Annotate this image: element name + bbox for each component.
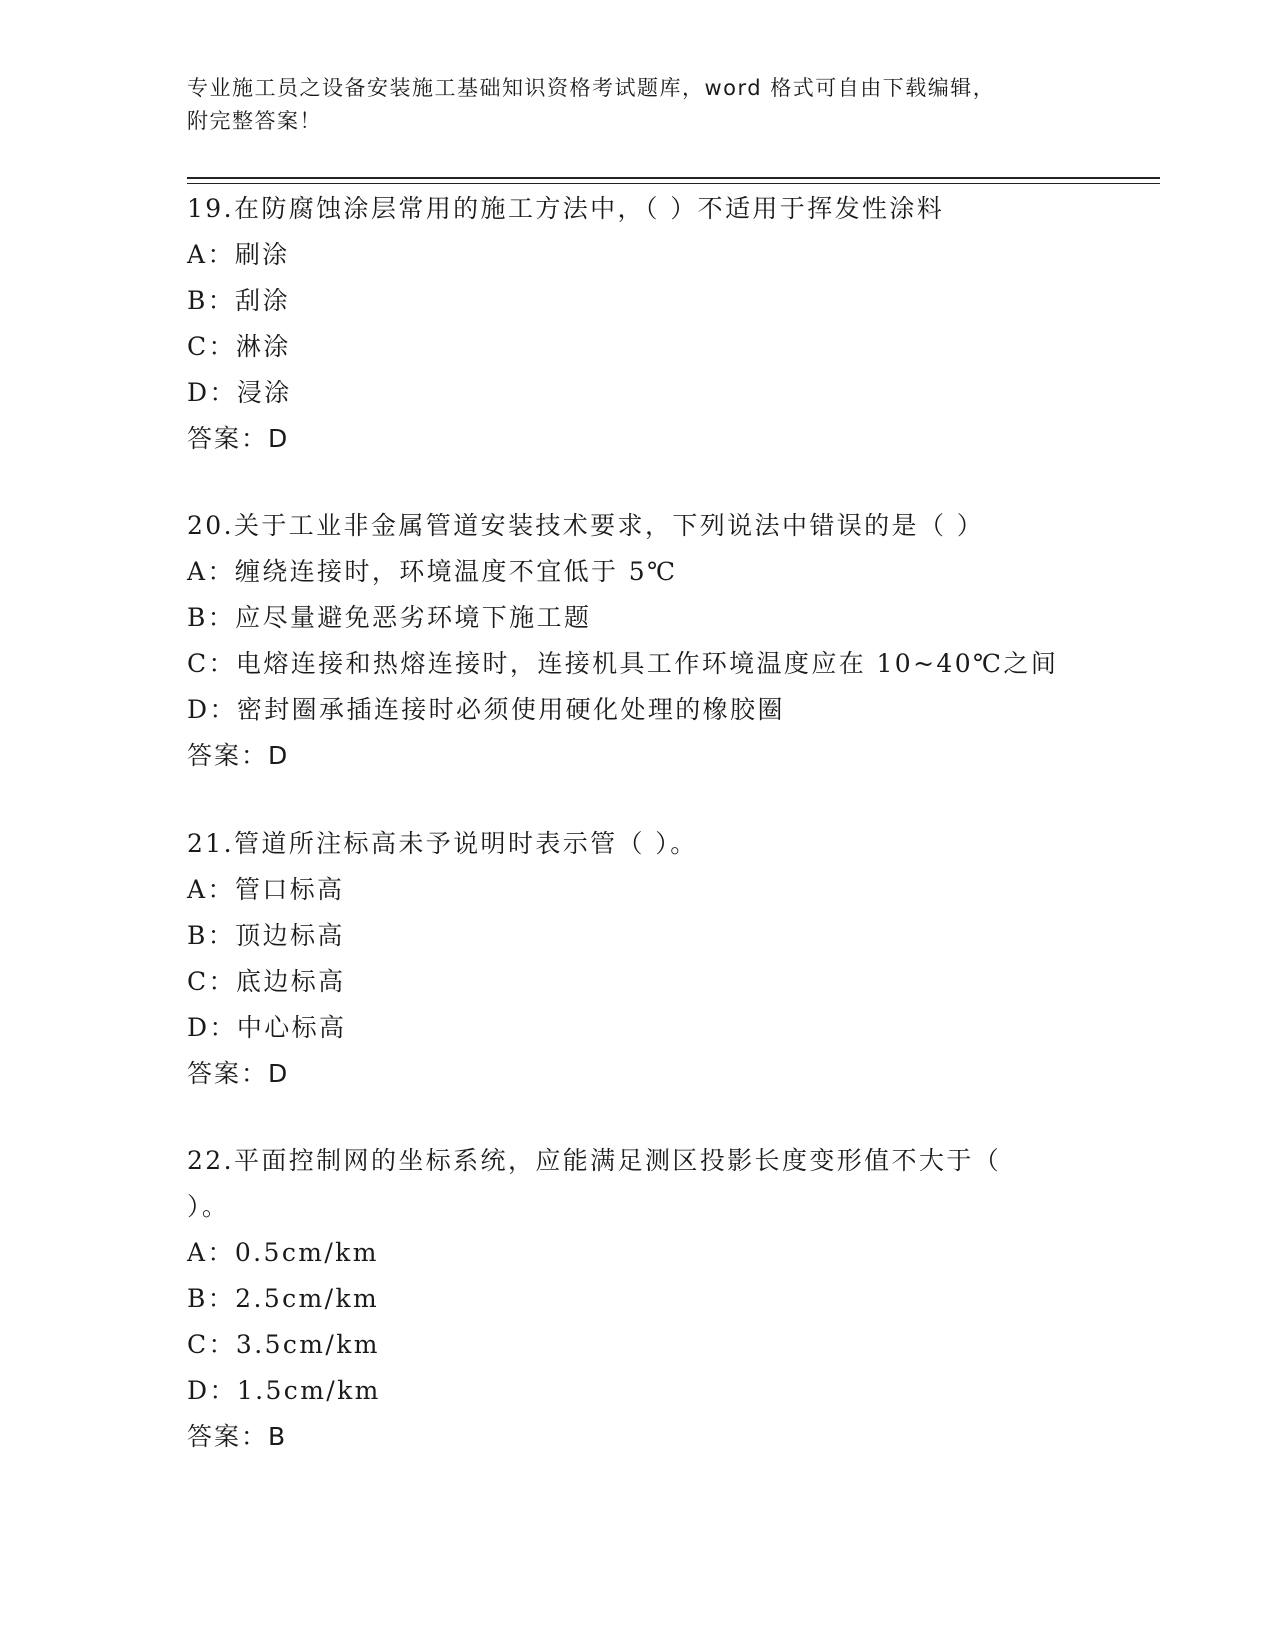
- option-c: C：电熔连接和热熔连接时，连接机具工作环境温度应在 10~40℃之间: [187, 649, 1059, 678]
- question-21: [187, 821, 1147, 1097]
- answer-line: 答案：B: [187, 1422, 288, 1451]
- question-stem: 19.在防腐蚀涂层常用的施工方法中，（ ）不适用于挥发性涂料: [187, 194, 945, 223]
- header-line-1: 专业施工员之设备安装施工基础知识资格考试题库，word 格式可自由下载编辑，: [187, 76, 996, 100]
- option-c: C：3.5cm/km: [187, 1330, 380, 1359]
- question-stem: 20.关于工业非金属管道安装技术要求，下列说法中错误的是（ ）: [187, 511, 985, 540]
- question-20: [187, 503, 1147, 779]
- header-divider-thick: [187, 177, 1160, 179]
- option-b: B：刮涂: [187, 286, 290, 315]
- option-d: D：中心标高: [187, 1013, 347, 1042]
- question-22: [187, 1138, 1147, 1460]
- document-header: [187, 72, 1057, 138]
- answer-line: 答案：D: [187, 424, 290, 453]
- question-stem: 22.平面控制网的坐标系统，应能满足测区投影长度变形值不大于（ ）。: [187, 1146, 1002, 1221]
- option-c: C：底边标高: [187, 967, 346, 996]
- option-b: B：顶边标高: [187, 921, 345, 950]
- option-d: D：密封圈承插连接时必须使用硬化处理的橡胶圈: [187, 695, 785, 724]
- option-d: D：1.5cm/km: [187, 1376, 381, 1405]
- option-b: B：2.5cm/km: [187, 1284, 380, 1313]
- option-a: A：刷涂: [187, 240, 290, 269]
- option-a: A：缠绕连接时，环境温度不宜低于 5℃: [187, 557, 678, 586]
- option-a: A：管口标高: [187, 875, 345, 904]
- option-d: D：浸涂: [187, 378, 292, 407]
- question-stem: 21.管道所注标高未予说明时表示管（ ）。: [187, 829, 698, 858]
- header-line-2: 附完整答案！: [187, 109, 322, 133]
- answer-line: 答案：D: [187, 1059, 290, 1088]
- header-divider-thin: [187, 183, 1160, 184]
- option-b: B：应尽量避免恶劣环境下施工题: [187, 603, 592, 632]
- option-c: C：淋涂: [187, 332, 291, 361]
- answer-line: 答案：D: [187, 741, 290, 770]
- question-19: [187, 186, 1147, 462]
- option-a: A：0.5cm/km: [187, 1238, 379, 1267]
